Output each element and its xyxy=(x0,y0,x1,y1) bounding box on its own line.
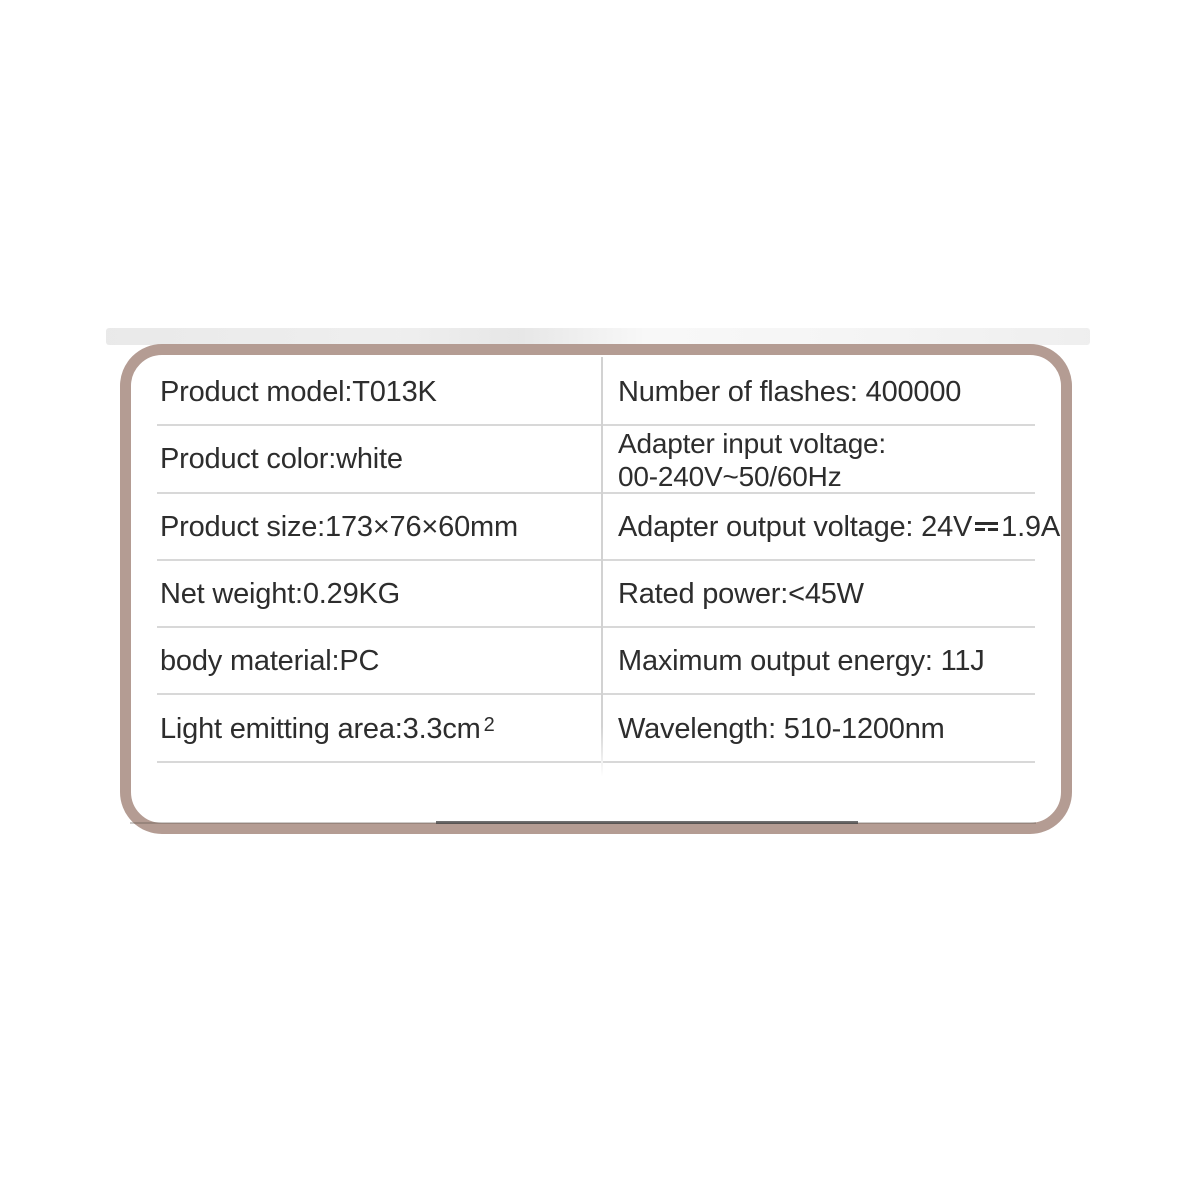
spec-row-adapter-input-voltage xyxy=(603,426,1061,493)
spec-panel xyxy=(120,344,1072,834)
spec-text: Net weight:0.29KG xyxy=(160,578,401,611)
spec-row-product-size xyxy=(131,494,601,561)
spec-text: Product model:T013K xyxy=(160,376,437,409)
spec-column-right xyxy=(603,359,1061,763)
spec-row-adapter-output-voltage xyxy=(603,494,1061,561)
spec-row-rated-power xyxy=(603,561,1061,628)
spec-text-line1: Adapter input voltage: xyxy=(618,427,887,459)
spec-row-wavelength xyxy=(603,695,1061,762)
spec-text-line2: 00-240V~50/60Hz xyxy=(618,460,842,492)
background-photo-edge xyxy=(106,328,1090,345)
spec-row-net-weight xyxy=(131,561,601,628)
spec-row-product-color xyxy=(131,426,601,493)
spec-row-product-model xyxy=(131,359,601,426)
spec-text: Product size:173×76×60mm xyxy=(160,510,518,543)
squared-superscript: 2 xyxy=(483,713,495,736)
spec-row-maximum-output-energy xyxy=(603,628,1061,695)
spec-text: Rated power:<45W xyxy=(618,578,864,611)
spec-text: Maximum output energy: 11J xyxy=(618,645,985,678)
spec-text: Wavelength: 510-1200nm xyxy=(618,712,945,745)
spec-row-number-of-flashes xyxy=(603,359,1061,426)
dc-symbol-icon xyxy=(974,519,999,535)
spec-column-left xyxy=(131,359,601,763)
spec-text: body material:PC xyxy=(160,645,380,678)
spec-text: Number of flashes: 400000 xyxy=(618,376,962,409)
bottom-edge-artifact-dark xyxy=(436,821,858,824)
spec-text: Light emitting area:3.3cm xyxy=(160,712,481,745)
spec-row-light-emitting-area xyxy=(131,695,601,762)
spec-row-body-material xyxy=(131,628,601,695)
spec-text: 1.9A xyxy=(1001,510,1060,543)
spec-text: Adapter output voltage: 24V xyxy=(618,510,973,543)
spec-text: Product color:white xyxy=(160,443,403,476)
